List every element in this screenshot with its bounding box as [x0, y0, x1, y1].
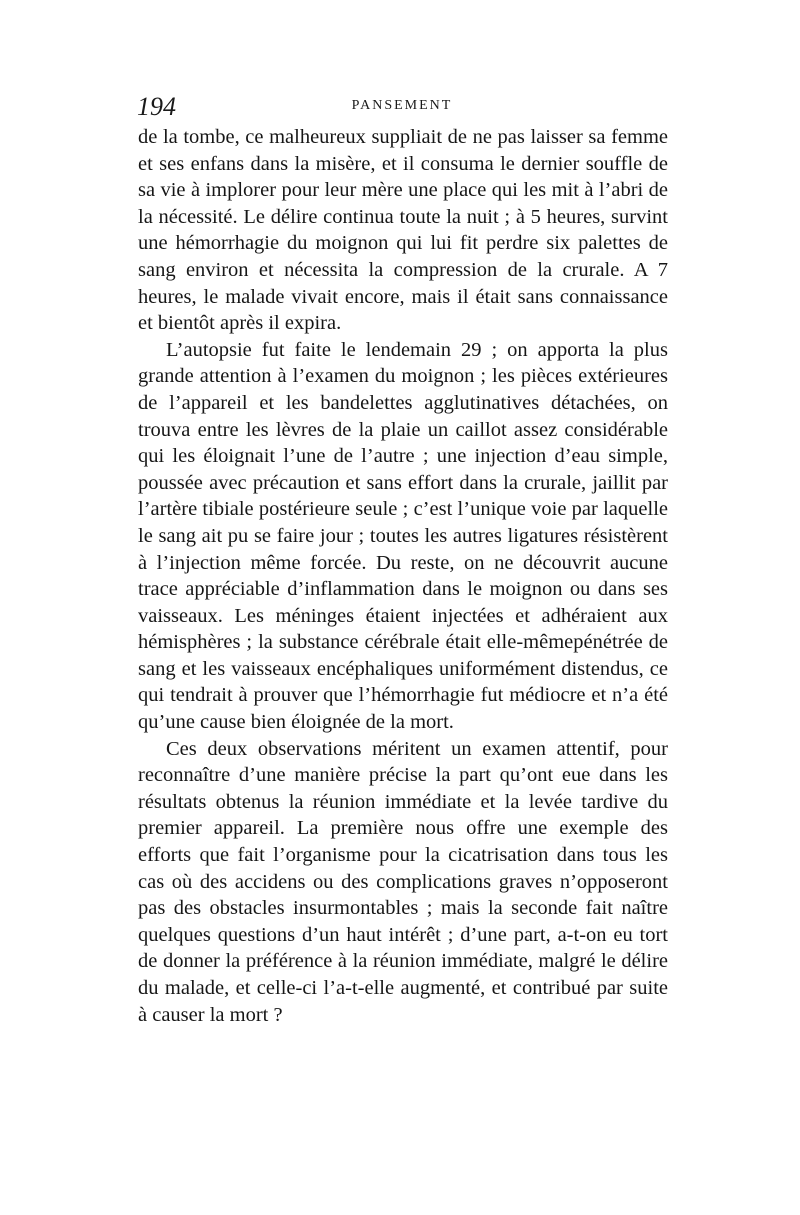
running-head: PANSEMENT	[351, 98, 453, 113]
paragraph-autopsy: L’autopsie fut faite le lendemain 29 ; on apporta la plus grande attention à l’examen du moignon ; les pièces extérieures de l’appareil et les bandelettes agglutinatives détachées, on trouva entre les lèvres de la plaie un caillot assez considérable qui les éloignait l’une de l’autre ; une injection d’eau simple, poussée avec précaution et sans effort dans la crurale, jaillit par l’artère tibiale postérieure seule ; c’est l’unique voie par laquelle le sang ait pu se faire jour ; toutes les autres ligatures résistèrent à l’injection même forcée. Du reste, on ne découvrit aucune trace appréciable d’inflammation dans le moignon ou dans ses vaisseaux. Les méninges étaient injectées et adhéraient aux hémisphères ; la substance cérébrale était elle-mêmepénétrée de sang et les vaisseaux encéphaliques uniformément distendus, ce qui tendrait à prouver que l’hémorrhagie fut médiocre et n’a été qu’une cause bien éloignée de la mort.	[138, 338, 668, 734]
page-number: 194	[137, 92, 176, 121]
paragraph-continuation: de la tombe, ce malheureux suppliait de ne pas laisser sa femme et ses enfans dans la misère, et il consuma le dernier souffle de sa vie à implorer pour leur mère une place qui les mit à l’abri de la nécessité. Le délire continua toute la nuit ; à 5 heures, survint une hémorrhagie du moignon qui lui fit perdre six palettes de sang environ et nécessita la compression de la crurale. A 7 heures, le malade vivait encore, mais il était sans connaissance et bientôt après il expira.	[138, 126, 668, 335]
paragraph-observations: Ces deux observations méritent un examen attentif, pour reconnaître d’une manière précise la part qu’ont eue dans les résultats obtenus la réunion immédiate et la levée tardive du premier appareil. La première nous offre une exemple des efforts que fait l’organisme pour la cicatrisation dans tous les cas où des accidens ou des complications graves n’opposeront pas des obstacles insurmontables ; mais la seconde fait naître quelques questions d’un haut intérêt ; d’une part, a-t-on eu tort de donner la préférence à la réunion immédiate, malgré le délire du malade, et celle-ci l’a-t-elle augmenté, et contribué par suite à causer la mort ?	[138, 737, 668, 1026]
body-text	[138, 124, 668, 1028]
page-header	[137, 92, 667, 122]
